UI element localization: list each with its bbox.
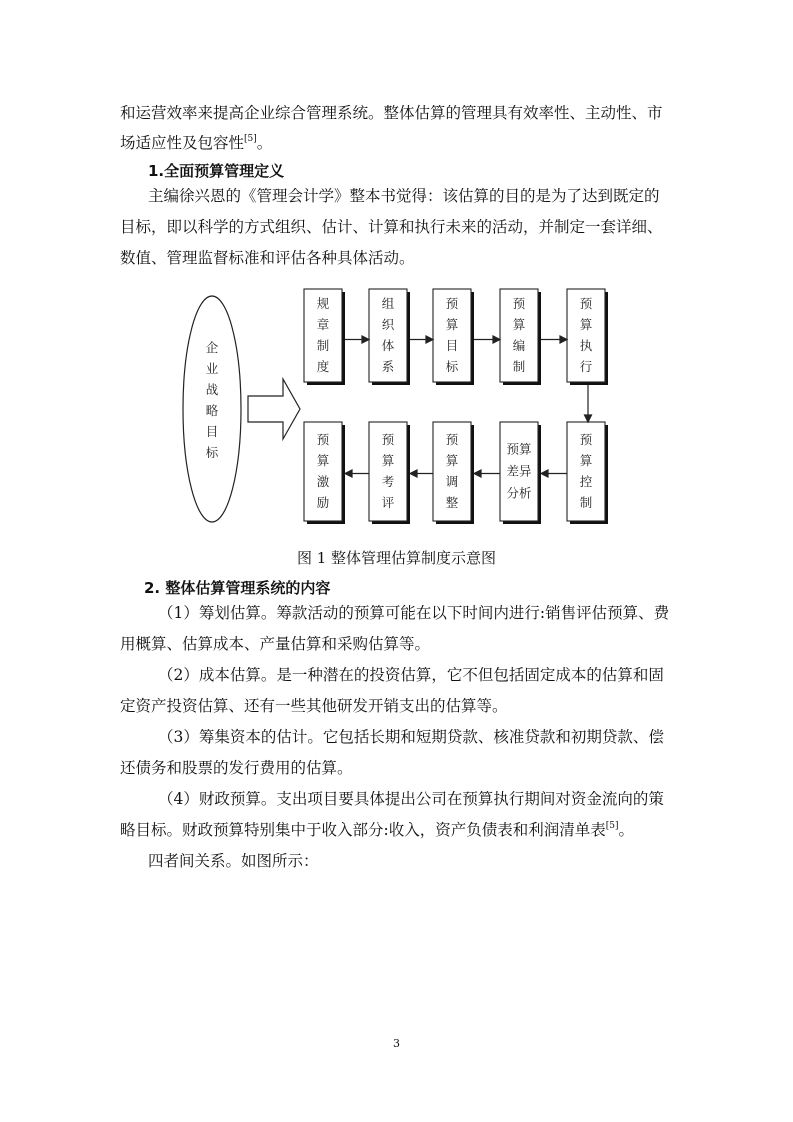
box-label: 系 — [381, 359, 395, 374]
box-label: 算 — [381, 453, 395, 468]
text-line: 和运营效率来提高企业综合管理系统。整体估算的管理具有效率性、主动性、市 — [120, 104, 663, 122]
ellipse-char: 目 — [205, 424, 219, 439]
box-label: 预算 — [506, 441, 532, 457]
box-label: 度 — [316, 359, 330, 374]
box-label: 考 — [381, 474, 395, 489]
text-line: （1）筹划估算。筹款活动的预算可能在以下时间内进行:销售评估预算、费 — [158, 604, 670, 622]
box-label: 算 — [445, 453, 459, 468]
text-line: 四者间关系。如图所示： — [148, 852, 319, 870]
arrow-head — [585, 415, 592, 422]
text-span: 。 — [618, 821, 634, 839]
page-number: 3 — [393, 1037, 400, 1050]
box-label: 算 — [512, 317, 526, 332]
text-line: 数值、管理监督标准和评估各种具体活动。 — [120, 249, 415, 267]
text-line: 还债务和股票的发行费用的估算。 — [120, 759, 353, 777]
box-label: 预 — [579, 296, 593, 311]
ellipse-char: 业 — [205, 361, 219, 376]
box-label: 组 — [381, 296, 395, 311]
arrow-head — [541, 470, 548, 477]
budget-system-diagram — [0, 0, 793, 560]
box-label: 执 — [579, 338, 593, 353]
arrow-head — [362, 336, 369, 343]
box-label: 差异 — [506, 463, 532, 479]
text-span: 场适应性及包容性 — [120, 134, 245, 152]
ellipse-char: 略 — [205, 403, 219, 418]
box-label: 整 — [445, 495, 459, 510]
box-label: 章 — [316, 317, 330, 332]
box-label: 预 — [381, 432, 395, 447]
box-label: 激 — [316, 474, 330, 489]
ellipse-char: 标 — [205, 445, 219, 460]
box-label: 算 — [579, 453, 593, 468]
box-label: 标 — [445, 359, 459, 374]
text-line: （3）筹集资本的估计。它包括长期和短期贷款、核准贷款和初期贷款、偿 — [158, 728, 664, 746]
box-label: 预 — [512, 296, 526, 311]
box-label: 预 — [445, 432, 459, 447]
box-label: 预 — [579, 432, 593, 447]
text-line: （2）成本估算。是一种潜在的投资估算，它不但包括固定成本的估算和固 — [158, 666, 664, 684]
text-line: （4）财政预算。支出项目要具体提出公司在预算执行期间对资金流向的策 — [158, 790, 664, 808]
ellipse-char: 企 — [205, 340, 219, 355]
figure-caption: 图 1 整体管理估算制度示意图 — [296, 549, 497, 567]
box-label: 调 — [445, 474, 459, 489]
box-label: 目 — [445, 338, 459, 353]
box-label: 规 — [316, 296, 330, 311]
box-label: 算 — [579, 317, 593, 332]
box-label: 织 — [381, 317, 395, 332]
arrow-head — [493, 336, 500, 343]
ellipse-char: 战 — [205, 382, 219, 397]
text-line: 主编徐兴恩的《管理会计学》整本书觉得：该估算的目的是为了达到既定的 — [148, 187, 660, 205]
box-label: 行 — [579, 359, 593, 374]
box-label: 预 — [316, 432, 330, 447]
arrow-head — [426, 336, 433, 343]
citation-ref: [5] — [605, 821, 619, 831]
box-label: 编 — [512, 338, 526, 353]
box-label: 控 — [579, 474, 593, 489]
box-label: 制 — [512, 359, 526, 374]
arrow-head — [410, 470, 417, 477]
box-label: 评 — [381, 495, 395, 510]
section-heading: 1.全面预算管理定义 — [148, 162, 285, 180]
citation-ref: [5] — [244, 134, 257, 144]
box-label: 分析 — [506, 485, 532, 501]
box-label: 算 — [445, 317, 459, 332]
arrow-head — [560, 336, 567, 343]
box-label: 体 — [381, 338, 395, 353]
right-arrow — [248, 379, 300, 439]
box-label: 制 — [579, 495, 593, 510]
text-line: 目标，即以科学的方式组织、估计、计算和执行未来的活动，并制定一套详细、 — [120, 218, 663, 236]
box-label: 制 — [316, 338, 330, 353]
box-label: 算 — [316, 453, 330, 468]
text-line — [120, 820, 634, 840]
text-span: 略目标。财政预算特别集中于收入部分:收入，资产负债表和利润清单表 — [120, 821, 606, 839]
box-label: 预 — [445, 296, 459, 311]
box-label: 励 — [316, 495, 330, 510]
arrow-head — [474, 470, 481, 477]
text-span: 。 — [256, 134, 273, 152]
ellipse-label — [206, 340, 219, 460]
text-line: 定资产投资估算、还有一些其他研发开销支出的估算等。 — [120, 697, 508, 715]
arrow-head — [345, 470, 352, 477]
text-line: 用概算、估算成本、产量估算和采购估算等。 — [120, 635, 431, 653]
section-heading: 2. 整体估算管理系统的内容 — [144, 579, 331, 597]
